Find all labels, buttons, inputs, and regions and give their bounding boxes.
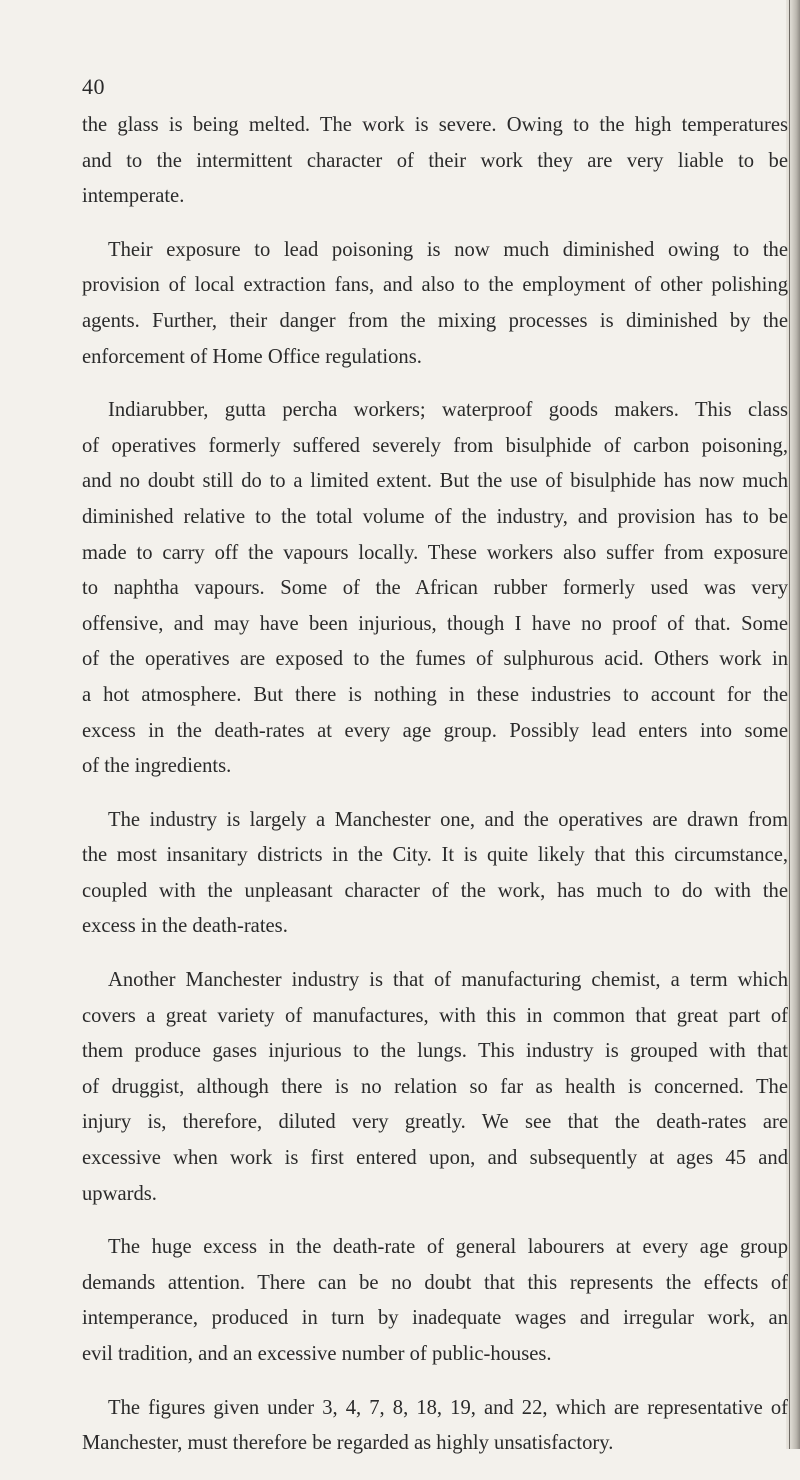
text-line: excess in the death-rates. (82, 915, 288, 938)
text-line: excessive when work is first entered upon, and subsequently at ages 45 and (82, 1147, 788, 1170)
text-line: of the ingredients. (82, 755, 232, 778)
text-line: Indiarubber, gutta percha workers; waterproof goods makers. This class (108, 399, 788, 422)
page-edge-line (789, 0, 790, 1449)
text-line: The figures given under 3, 4, 7, 8, 18, 19, and 22, which are representative of (108, 1396, 788, 1419)
text-line: The industry is largely a Manchester one, and the operatives are drawn from (108, 808, 788, 831)
text-line: agents. Further, their danger from the mixing processes is diminished by the (82, 309, 788, 332)
text-line: demands attention. There can be no doubt that this represents the effects of (82, 1271, 788, 1294)
text-line: covers a great variety of manufactures, with this in common that great part of (82, 1004, 788, 1027)
text-line: of operatives formerly suffered severely from bisulphide of carbon poisoning, (82, 434, 788, 457)
text-line: of druggist, although there is no relation so far as health is concerned. The (82, 1075, 788, 1098)
paragraph (82, 1230, 788, 1372)
text-line: The huge excess in the death-rate of general labourers at every age group (108, 1236, 788, 1259)
paragraph (82, 233, 788, 375)
paragraph (82, 393, 788, 785)
text-line: made to carry off the vapours locally. These workers also suffer from exposure (82, 541, 788, 564)
text-line: and to the intermittent character of their work they are very liable to be (82, 149, 788, 172)
text-line: diminished relative to the total volume of the industry, and provision has to be (82, 505, 788, 528)
text-line: excess in the death-rates at every age group. Possibly lead enters into some (82, 719, 788, 742)
body-text (82, 108, 788, 1480)
page-number: 40 (82, 74, 105, 99)
text-line: injury is, therefore, diluted very greatly. We see that the death-rates are (82, 1111, 788, 1134)
paragraph (82, 963, 788, 1212)
paragraph (82, 1391, 788, 1462)
text-line: to naphtha vapours. Some of the African rubber formerly used was very (82, 577, 788, 600)
paragraph (82, 803, 788, 945)
text-line: intemperance, produced in turn by inadequate wages and irregular work, an (82, 1307, 788, 1330)
text-line: and no doubt still do to a limited extent. But the use of bisulphide has now much (82, 470, 788, 493)
text-line: Another Manchester industry is that of manufacturing chemist, a term which (108, 969, 788, 992)
text-line: evil tradition, and an excessive number of public-houses. (82, 1343, 552, 1365)
text-line: Manchester, must therefore be regarded as highly unsatisfactory. (82, 1432, 614, 1455)
text-line: a hot atmosphere. But there is nothing in these industries to account for the (82, 683, 788, 706)
text-line: them produce gases injurious to the lungs. This industry is grouped with that (82, 1040, 788, 1063)
text-line: of the operatives are exposed to the fumes of sulphurous acid. Others work in (82, 648, 788, 671)
paragraph (82, 108, 788, 215)
text-line: enforcement of Home Office regulations. (82, 345, 422, 368)
text-line: offensive, and may have been injurious, though I have no proof of that. Some (82, 612, 788, 635)
text-line: coupled with the unpleasant character of the work, has much to do with the (82, 879, 788, 902)
text-line: Their exposure to lead poisoning is now much diminished owing to the (108, 238, 788, 261)
text-line: upwards. (82, 1182, 157, 1205)
text-line: provision of local extraction fans, and also to the employment of other polishing (82, 274, 788, 297)
text-line: the most insanitary districts in the City. It is quite likely that this circumstance, (82, 844, 788, 867)
text-line: intemperate. (82, 185, 185, 208)
text-line: the glass is being melted. The work is severe. Owing to the high temperatures (82, 114, 788, 136)
